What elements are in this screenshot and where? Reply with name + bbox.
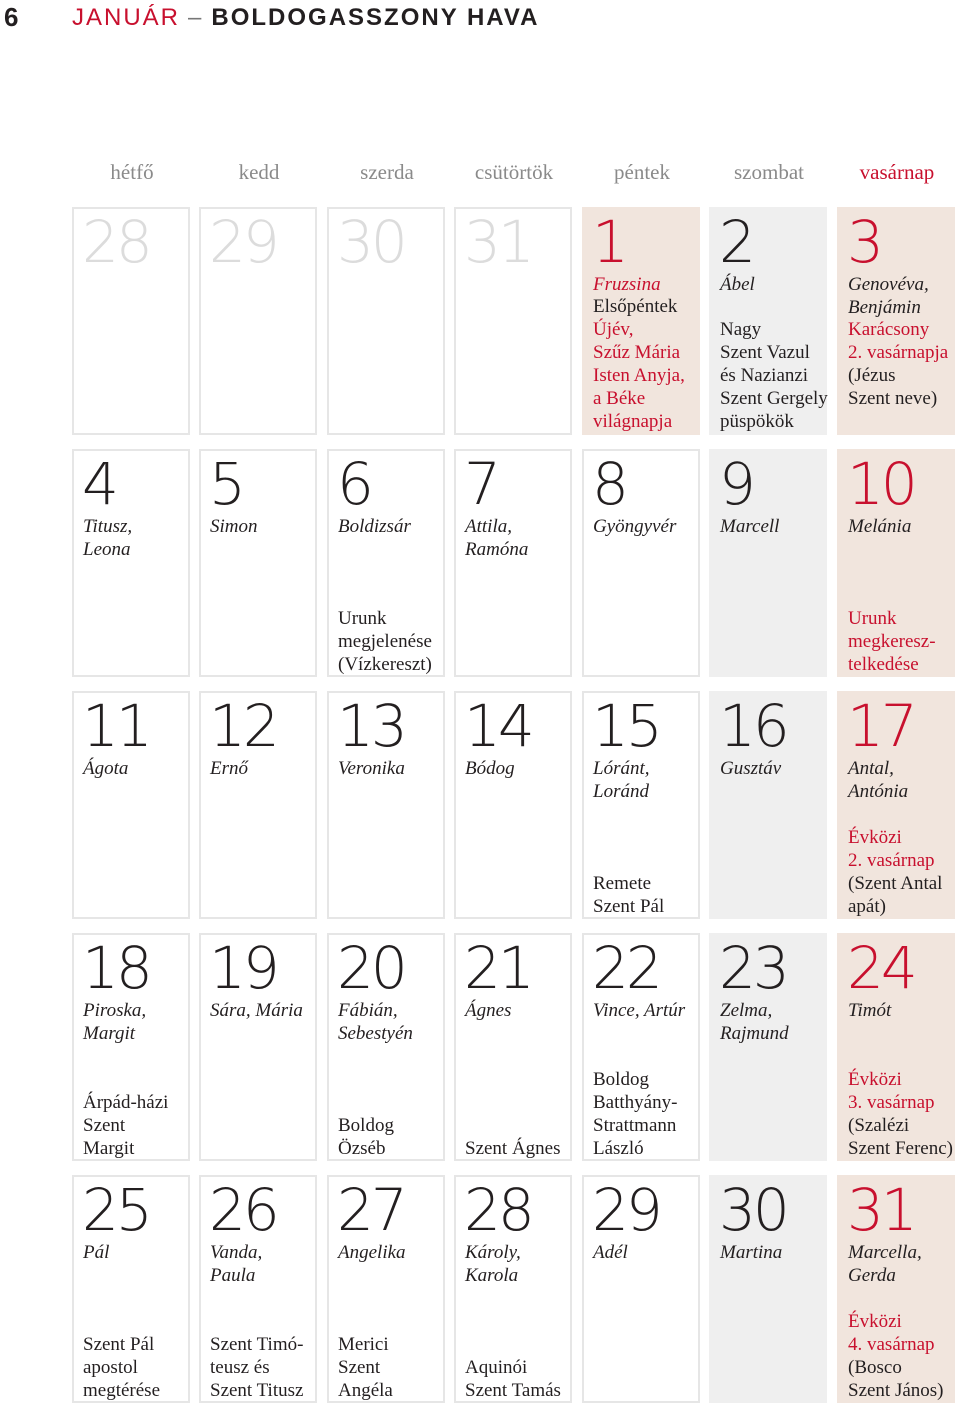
day-cell-friday (582, 207, 700, 435)
feast-day-note (848, 607, 960, 676)
feast-day-line: Urunk (338, 608, 387, 629)
day-cell-sunday (837, 449, 955, 677)
name-day-line: Piroska, (83, 1000, 147, 1021)
day-cell-tuesday (199, 207, 317, 435)
name-day-line: Vanda, (210, 1242, 263, 1263)
feast-day-line: püspökök (720, 411, 794, 432)
day-cell-monday (72, 207, 190, 435)
feast-day-line: (Szalézi (848, 1115, 910, 1136)
feast-day-line: Boldog (338, 1115, 394, 1136)
day-number: 29 (209, 208, 277, 276)
name-days (593, 999, 701, 1022)
name-day-line: Titusz, (83, 516, 133, 537)
name-day-line: Antónia (848, 781, 909, 802)
name-days (593, 757, 701, 803)
feast-day-line: Szent Timó- (210, 1334, 304, 1355)
name-day-line: Karola (465, 1265, 519, 1286)
feast-day-note (848, 1068, 960, 1160)
name-days (848, 757, 956, 803)
day-cell-monday (72, 1175, 190, 1403)
day-number: 1 (592, 208, 626, 276)
weekday-wednesday: szerda (360, 160, 414, 184)
feast-day-line: és Nazianzi (720, 365, 809, 386)
name-days (210, 999, 318, 1022)
name-day-line: Antal, (848, 758, 894, 779)
name-day-line: Marcell (720, 516, 780, 537)
day-number: 9 (719, 450, 753, 518)
name-days (848, 999, 956, 1022)
feast-day-note (720, 295, 832, 433)
day-number: 16 (719, 692, 787, 760)
day-number: 27 (337, 1176, 405, 1244)
feast-day-line: 3. vasárnap (848, 1092, 935, 1113)
feast-day-line: Margit (83, 1138, 135, 1159)
name-days (465, 515, 573, 561)
weekday-header-row (0, 160, 960, 192)
weekday-friday: péntek (614, 160, 670, 184)
day-cell-thursday (454, 1175, 572, 1403)
day-number: 29 (592, 1176, 660, 1244)
feast-day-line: László (593, 1138, 644, 1159)
day-cell-friday (582, 933, 700, 1161)
day-number: 26 (209, 1176, 277, 1244)
feast-day-line: Évközi (848, 1069, 902, 1090)
feast-day-line: megkeresz- (848, 631, 936, 652)
day-number: 8 (592, 450, 626, 518)
feast-day-line: Szent Ferenc) (848, 1138, 953, 1159)
day-cell-friday (582, 691, 700, 919)
name-day-line: Genovéva, (848, 274, 929, 295)
name-day-line: Loránd (593, 781, 649, 802)
day-cell-wednesday (327, 933, 445, 1161)
name-days (210, 1241, 318, 1287)
name-days (593, 515, 701, 538)
feast-day-line: (Szent Antal (848, 873, 943, 894)
feast-day-line: Szent Pál (593, 896, 665, 917)
name-day-line: Ramóna (465, 539, 529, 560)
feast-day-line: Árpád-házi (83, 1092, 169, 1113)
name-day-line: Károly, (465, 1242, 521, 1263)
day-number: 17 (847, 692, 915, 760)
feast-day-line: Szent (338, 1357, 381, 1378)
feast-day-line: világnapja (593, 411, 673, 432)
day-number: 4 (82, 450, 116, 518)
feast-day-line: Szent Pál (83, 1334, 155, 1355)
feast-day-line: Strattmann (593, 1115, 677, 1136)
day-cell-tuesday (199, 1175, 317, 1403)
day-cell-thursday (454, 933, 572, 1161)
name-days (338, 515, 446, 538)
feast-day-line: Boldog (593, 1069, 649, 1090)
feast-day-note (338, 1333, 450, 1402)
name-day-line: Sebestyén (338, 1023, 413, 1044)
feast-day-line (848, 295, 960, 318)
name-days (720, 273, 828, 296)
name-days (83, 1241, 191, 1264)
name-day-line: Zelma, (720, 1000, 773, 1021)
weekday-saturday: szombat (734, 160, 804, 184)
name-days (720, 515, 828, 538)
name-days (848, 1241, 956, 1287)
name-days (83, 999, 191, 1045)
name-day-line: Fruzsina (593, 274, 661, 295)
feast-day-line: apát) (848, 896, 886, 917)
day-cell-sunday (837, 207, 955, 435)
feast-day-note (848, 295, 960, 410)
month-title (72, 4, 539, 32)
feast-day-note (848, 826, 960, 918)
feast-day-note (465, 1356, 577, 1402)
name-day-line: Bódog (465, 758, 515, 779)
name-days (465, 757, 573, 780)
name-days (465, 999, 573, 1022)
feast-day-line: Aquinói (465, 1357, 528, 1378)
feast-day-line: Szent Ágnes (465, 1138, 561, 1159)
day-number: 12 (209, 692, 277, 760)
feast-day-note (465, 1137, 577, 1160)
name-days (720, 1241, 828, 1264)
name-day-line: Ágota (83, 758, 129, 779)
name-days (83, 515, 191, 561)
day-number: 20 (337, 934, 405, 1002)
name-days (720, 999, 828, 1045)
name-day-line: Veronika (338, 758, 405, 779)
name-day-line: Ernő (210, 758, 248, 779)
feast-day-line: Batthyány- (593, 1092, 678, 1113)
name-day-line: Marcella, (848, 1242, 922, 1263)
feast-day-line: Merici (338, 1334, 389, 1355)
day-cell-sunday (837, 933, 955, 1161)
day-number: 13 (337, 692, 405, 760)
day-cell-monday (72, 933, 190, 1161)
feast-day-line: 2. vasárnap (848, 850, 935, 871)
name-day-line: Angelika (338, 1242, 406, 1263)
name-days (83, 757, 191, 780)
feast-day-note (593, 872, 705, 918)
day-number: 30 (337, 208, 405, 276)
feast-day-line: telkedése (848, 654, 919, 675)
day-number: 22 (592, 934, 660, 1002)
feast-day-line: (Vízkereszt) (338, 654, 432, 675)
day-number: 21 (464, 934, 532, 1002)
day-cell-sunday (837, 691, 955, 919)
feast-day-note (848, 1310, 960, 1402)
day-cell-friday (582, 449, 700, 677)
name-days (465, 1241, 573, 1287)
day-cell-friday (582, 1175, 700, 1403)
feast-day-line: Urunk (848, 608, 897, 629)
day-cell-tuesday (199, 691, 317, 919)
name-day-line: Benjámin (848, 297, 921, 318)
day-number: 14 (464, 692, 532, 760)
name-days (338, 999, 446, 1045)
day-number: 28 (464, 1176, 532, 1244)
day-number: 25 (82, 1176, 150, 1244)
feast-day-line: Szent Titusz (210, 1380, 304, 1401)
day-number: 15 (592, 692, 660, 760)
name-day-line: Pál (83, 1242, 110, 1263)
name-day-line: Ágnes (465, 1000, 512, 1021)
feast-day-note (338, 607, 450, 676)
feast-day-line: Szent Vazul (720, 342, 810, 363)
day-number: 19 (209, 934, 277, 1002)
feast-day-line: Isten Anyja, (593, 365, 685, 386)
day-number: 28 (82, 208, 150, 276)
name-days (338, 757, 446, 780)
day-cell-thursday (454, 691, 572, 919)
name-day-line: Adél (593, 1242, 628, 1263)
feast-day-line: Szent (83, 1115, 126, 1136)
feast-day-line: Évközi (848, 1311, 902, 1332)
day-cell-saturday (709, 691, 827, 919)
name-days (593, 1241, 701, 1264)
feast-day-note (338, 1114, 450, 1160)
feast-day-line: 2. vasárnapja (848, 342, 949, 363)
name-day-line: Gerda (848, 1265, 896, 1286)
day-number: 5 (209, 450, 243, 518)
name-day-line: Ábel (720, 274, 755, 295)
title-separator: – (188, 4, 204, 31)
name-day-line: Rajmund (720, 1023, 789, 1044)
day-number: 31 (847, 1176, 915, 1244)
day-cell-tuesday (199, 933, 317, 1161)
name-day-line: Gusztáv (720, 758, 782, 779)
day-number: 2 (719, 208, 753, 276)
feast-day-line: megtérése (83, 1380, 161, 1401)
feast-day-note (83, 1333, 195, 1402)
weekday-monday: hétfő (110, 160, 154, 184)
day-cell-saturday (709, 1175, 827, 1403)
feast-day-line: Nagy (720, 319, 762, 340)
name-days (210, 515, 318, 538)
day-number: 23 (719, 934, 787, 1002)
day-number: 18 (82, 934, 150, 1002)
feast-day-line: Szent Gergely (720, 388, 828, 409)
feast-day-note (210, 1333, 322, 1402)
name-days (338, 1241, 446, 1264)
feast-day-line: (Jézus (848, 365, 896, 386)
feast-day-line: megjelenése (338, 631, 432, 652)
day-cell-wednesday (327, 207, 445, 435)
day-number: 24 (847, 934, 915, 1002)
feast-day-line: Szent Tamás (465, 1380, 561, 1401)
name-day-line: Vince, Artúr (593, 1000, 686, 1021)
feast-day-line: 4. vasárnap (848, 1334, 935, 1355)
month-label: JANUÁR (72, 4, 181, 31)
name-day-line: Lóránt, (593, 758, 650, 779)
page-number: 6 (4, 2, 19, 32)
day-cell-thursday (454, 449, 572, 677)
day-cell-wednesday (327, 1175, 445, 1403)
feast-day-note (83, 1091, 195, 1160)
day-number: 11 (82, 692, 150, 760)
name-day-line: Leona (83, 539, 131, 560)
feast-day-line: Angéla (338, 1380, 393, 1401)
day-cell-tuesday (199, 449, 317, 677)
name-day-line: Boldizsár (338, 516, 411, 537)
day-number: 31 (464, 208, 532, 276)
feast-day-line: a Béke (593, 388, 646, 409)
feast-day-line: Szent János) (848, 1380, 944, 1401)
name-day-line: Attila, (465, 516, 512, 537)
day-cell-saturday (709, 449, 827, 677)
weekday-tuesday: kedd (238, 160, 280, 184)
feast-day-note (593, 1068, 705, 1160)
name-days (720, 757, 828, 780)
day-cell-saturday (709, 933, 827, 1161)
day-cell-monday (72, 449, 190, 677)
feast-day-line: Remete (593, 873, 652, 894)
feast-day-line: (Bosco (848, 1357, 902, 1378)
name-day-line: Melánia (848, 516, 912, 537)
feast-day-line: Szent neve) (848, 388, 938, 409)
name-days (848, 515, 956, 538)
name-day-line: Paula (210, 1265, 256, 1286)
feast-day-line: apostol (83, 1357, 138, 1378)
feast-day-line: Újév, (593, 319, 634, 340)
day-cell-wednesday (327, 691, 445, 919)
name-days (210, 757, 318, 780)
day-cell-wednesday (327, 449, 445, 677)
page-header (0, 0, 960, 40)
name-day-line: Martina (720, 1242, 783, 1263)
day-cell-thursday (454, 207, 572, 435)
name-day-line: Margit (83, 1023, 136, 1044)
day-number: 30 (719, 1176, 787, 1244)
day-number: 7 (464, 450, 498, 518)
feast-day-line: Szűz Mária (593, 342, 681, 363)
name-day-line: Simon (210, 516, 258, 537)
feast-day-line (720, 295, 832, 318)
feast-day-note (593, 295, 705, 433)
month-name: BOLDOGASSZONY HAVA (211, 4, 540, 31)
feast-day-line: Elsőpéntek (593, 296, 678, 317)
name-day-line: Gyöngyvér (593, 516, 677, 537)
day-cell-saturday (709, 207, 827, 435)
day-number: 3 (847, 208, 881, 276)
name-day-line: Fábián, (338, 1000, 398, 1021)
weekday-sunday: vasárnap (859, 160, 935, 184)
day-number: 10 (847, 450, 915, 518)
name-day-line: Sára, Mária (210, 1000, 303, 1021)
name-day-line: Timót (848, 1000, 892, 1021)
day-number: 6 (337, 450, 371, 518)
day-cell-monday (72, 691, 190, 919)
weekday-thursday: csütörtök (474, 160, 554, 184)
feast-day-line: teusz és (210, 1357, 270, 1378)
day-cell-sunday (837, 1175, 955, 1403)
feast-day-line: Karácsony (848, 319, 930, 340)
feast-day-line: Évközi (848, 827, 902, 848)
name-days (593, 273, 701, 296)
feast-day-line: Özséb (338, 1138, 386, 1159)
